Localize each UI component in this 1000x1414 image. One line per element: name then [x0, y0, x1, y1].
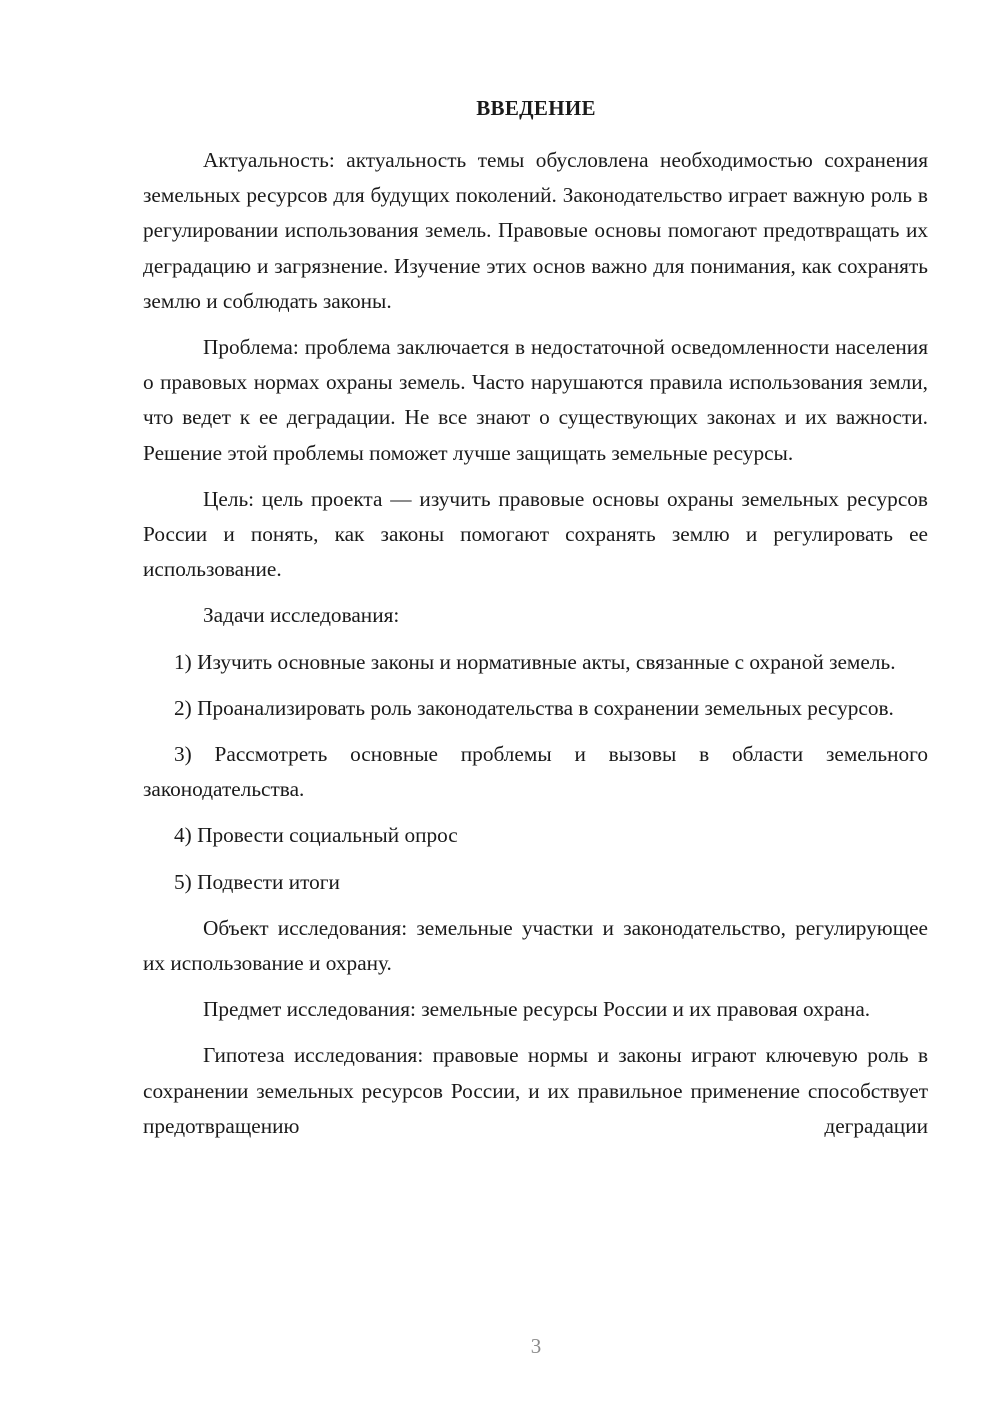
list-item-task-5: 5) Подвести итоги	[174, 869, 340, 894]
list-item-task-4: 4) Провести социальный опрос	[174, 823, 458, 848]
paragraph-problem: Проблема: проблема заключается в недостаточной осведомленности населения о правовых нормах охраны земель. Часто нарушаются правила использования земли, что ведет к ее деградации. Не все знают о существующих законах и их важности. Решение этой проблемы поможет лучше защищать земельные ресурсы.	[143, 335, 928, 465]
list-item-task-2: 2) Проанализировать роль законодательства в сохранении земельных ресурсов.	[174, 695, 894, 720]
paragraph-relevance: Актуальность: актуальность темы обусловлена необходимостью сохранения земельных ресурсов для будущих поколений. Законодательство играет важную роль в регулировании использования земель. Правовые основы помогают предотвращать их деградацию и загрязнение. Изучение этих основ важно для понимания, как сохранять землю и соблюдать законы.	[143, 148, 928, 313]
page-number: 3	[530, 1334, 542, 1358]
section-heading: ВВЕДЕНИЕ	[476, 96, 596, 120]
document-body	[143, 143, 928, 1144]
paragraph-hypothesis: Гипотеза исследования: правовые нормы и законы играют ключевую роль в сохранении земельных ресурсов России, и их правильное применение способствует предотвращению деградации	[143, 1043, 928, 1138]
paragraph-goal: Цель: цель проекта — изучить правовые основы охраны земельных ресурсов России и понять, как законы помогают сохранять землю и регулировать ее использование.	[143, 486, 928, 582]
paragraph-subject: Предмет исследования: земельные ресурсы России и их правовая охрана.	[203, 997, 871, 1022]
paragraph-object: Объект исследования: земельные участки и законодательство, регулирующее их использование и охрану.	[143, 915, 928, 976]
list-item-task-1: 1) Изучить основные законы и нормативные акты, связанные с охраной земель.	[174, 649, 896, 674]
paragraph-tasks-title: Задачи исследования:	[203, 603, 400, 628]
list-item-task-3: 3) Рассмотреть основные проблемы и вызовы в области земельного законодательства.	[143, 742, 928, 802]
